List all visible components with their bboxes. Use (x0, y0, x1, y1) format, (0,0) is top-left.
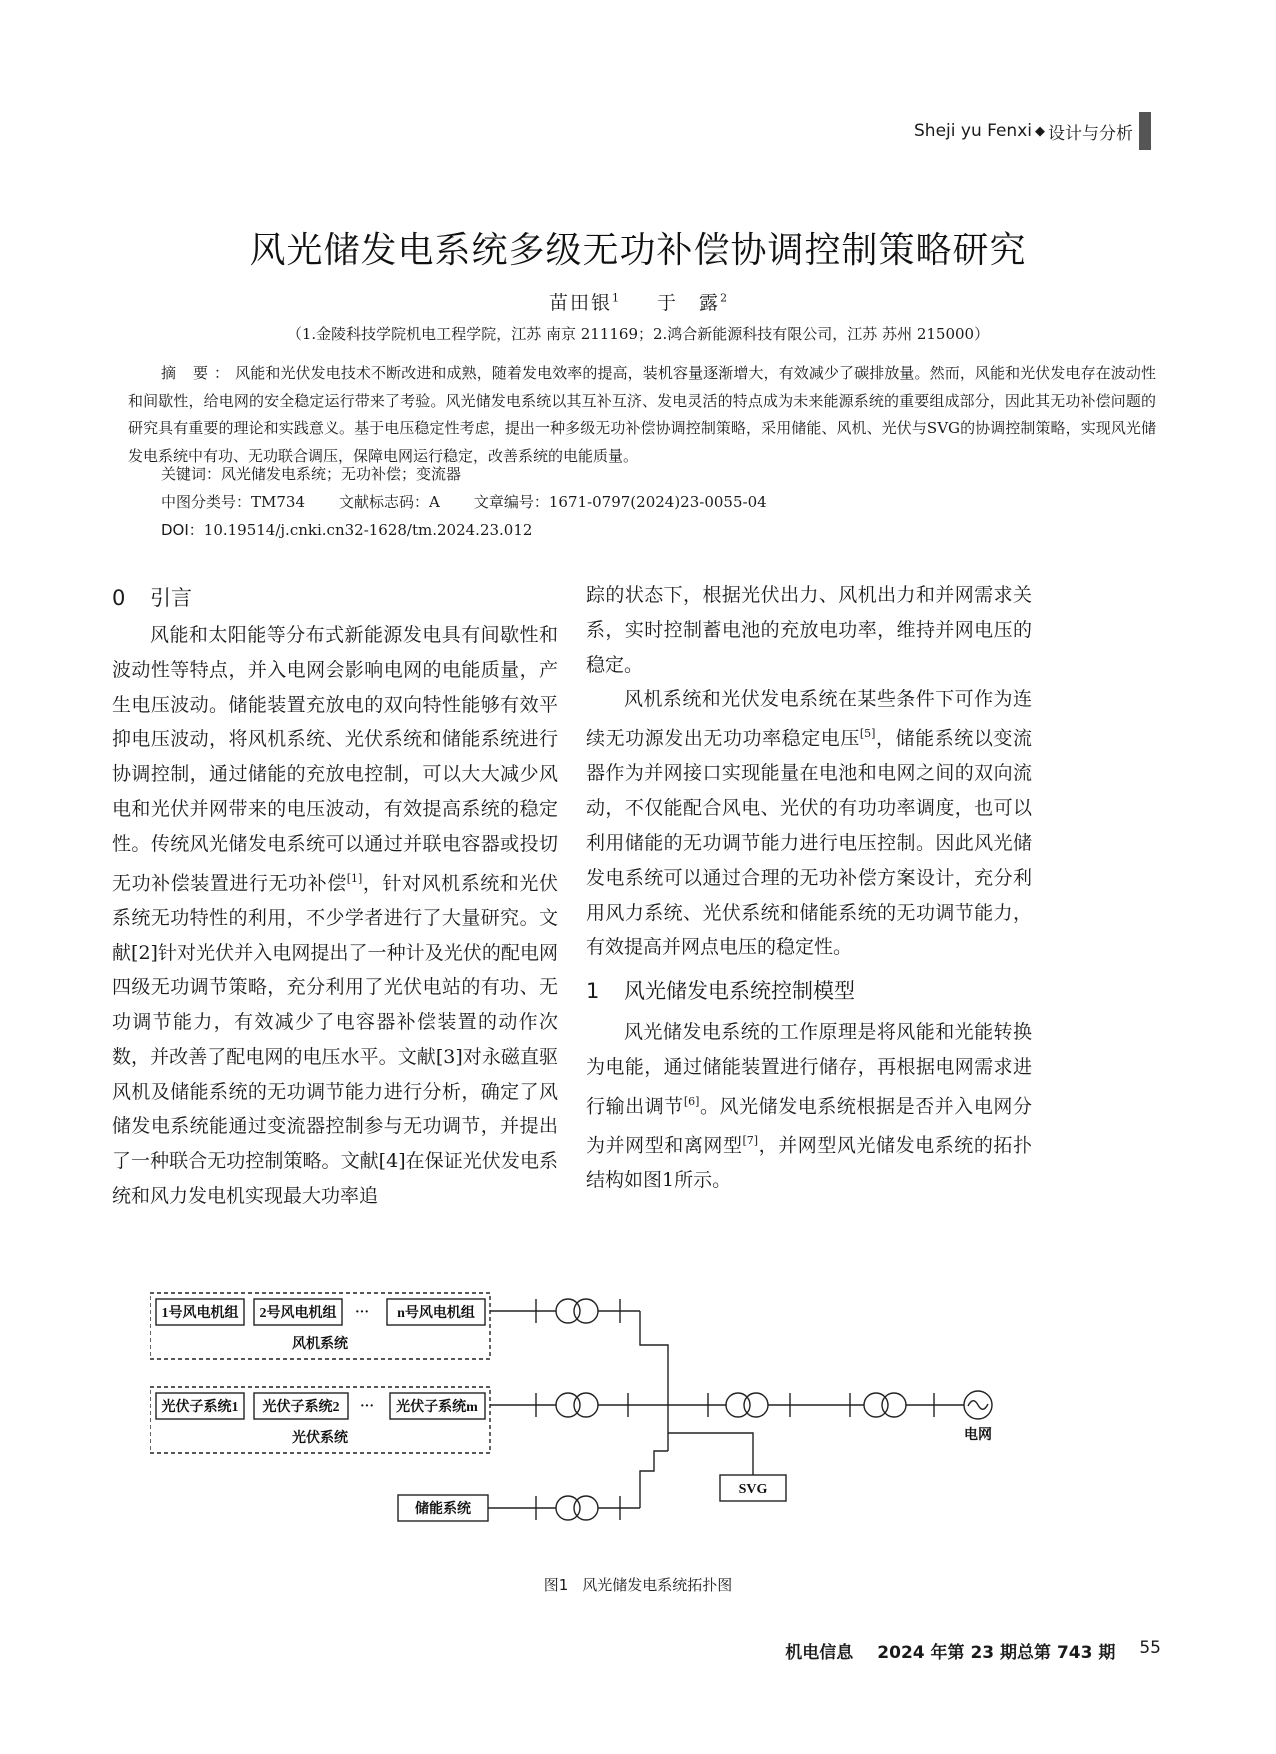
section-1-number: 1 (586, 979, 600, 1004)
citation-5: [5] (859, 727, 876, 741)
doc-code-value: A (429, 493, 440, 511)
doi-label: DOI： (161, 521, 204, 539)
section-1-title: 风光储发电系统控制模型 (624, 979, 855, 1004)
wind-ellipsis: ··· (354, 1305, 370, 1320)
paragraph-3 (586, 1015, 1032, 1198)
authors (0, 288, 1276, 315)
article-no-value: 1671-0797(2024)23-0055-04 (548, 493, 767, 511)
header-bar (1139, 112, 1151, 150)
intro-text-2: ，针对风机系统和光伏系统无功特性的利用，不少学者进行了大量研究。文献[2]针对光伏并入电网提出了一种计及光伏的配电网四级无功调节策略，充分利用了光伏电站的有功、无功调节能力，有效减少了电容器补偿装置的动作次数，并改善了配电网的电压水平。文献[3]对永磁直驱风机及储能系统的无功调节能力进行分析，确定了风储发电系统能通过变流器控制参与无功调节，并提出了一种联合无功控制策略。文献[4]在保证光伏发电系统和风力发电机实现最大功率追 (112, 871, 558, 1208)
doi-value: 10.19514/j.cnki.cn32-1628/tm.2024.23.012 (203, 521, 533, 539)
keywords-label: 关键词： (161, 465, 222, 483)
para2-text-2: ，储能系统以变流器作为并网接口实现能量在电池和电网之间的双向流动，不仅能配合风电、光伏的有功功率调度，也可以利用储能的无功调节能力进行电压控制。因此风光储发电系统可以通过合理的无功补偿方案设计，充分利用风力系统、光伏系统和储能系统的无功调节能力，有效提高并网点电压的稳定性。 (586, 727, 1032, 959)
pv-unit-2-label: 光伏子系统2 (262, 1400, 340, 1415)
author-2: 于 露 (657, 292, 721, 314)
citation-6: [6] (683, 1094, 700, 1108)
author-2-sup: 2 (720, 291, 728, 305)
footer-journal: 机电信息 (785, 1643, 854, 1663)
clc-value: TM734 (251, 493, 306, 511)
abstract-label: 摘 要： (161, 364, 236, 382)
running-header (914, 112, 1151, 150)
intro-continuation: 踪的状态下，根据光伏出力、风机出力和并网需求关系，实时控制蓄电池的充放电功率，维持并网电压的稳定。 (586, 584, 1032, 676)
keywords (161, 463, 461, 484)
header-separator: ◆ (1035, 123, 1045, 139)
para3-text-2: 。风光储发电系统根据是否并入电网分为并网型和离网型 (586, 1095, 1032, 1157)
author-1-sup: 1 (611, 291, 619, 305)
section-1-heading (586, 971, 1032, 1011)
para2-text-1: 风机系统和光伏发电系统在某些条件下可作为连续无功源发出无功功率稳定电压 (586, 688, 1032, 750)
para3-text-3: ，并网型风光储发电系统的拓扑结构如图1所示。 (586, 1134, 1032, 1191)
page-footer (785, 1638, 1161, 1663)
intro-text-1: 风能和太阳能等分布式新能源发电具有间歇性和波动性等特点，并入电网会影响电网的电能质量，产生电压波动。储能装置充放电的双向特性能够有效平抑电压波动，将风机系统、光伏系统和储能系统进行协调控制，通过储能的充放电控制，可以大大减少风电和光伏并网带来的电压波动，有效提高系统的稳定性。传统风光储发电系统可以通过并联电容器或投切无功补偿装置进行无功补偿 (112, 624, 558, 894)
figure-title: 风光储发电系统拓扑图 (582, 1576, 733, 1594)
grid-label: 电网 (964, 1428, 992, 1443)
citation-7: [7] (742, 1133, 759, 1147)
wind-feeder (490, 1299, 668, 1360)
section-0-heading (112, 578, 558, 618)
classification (161, 491, 767, 512)
abstract-text: 风能和光伏发电技术不断改进和成熟，随着发电效率的提高，装机容量逐渐增大，有效减少了碳排放量。然而，风能和光伏发电存在波动性和间歇性，给电网的安全稳定运行带来了考验。风光储发电系统以其互补互济、发电灵活的特点成为未来能源系统的重要组成部分，因此其无功补偿问题的研究具有重要的理论和实践意义。基于电压稳定性考虑，提出一种多级无功补偿协调控制策略，采用储能、风机、光伏与SVG的协调控制策略，实现风光储发电系统中有功、无功联合调压，保障电网运行稳定，改善系统的电能质量。 (128, 364, 1156, 465)
clc-label: 中图分类号： (161, 493, 252, 511)
pv-unit-m-label: 光伏子系统m (396, 1400, 478, 1415)
section-0-number: 0 (112, 586, 126, 610)
pv-unit-1-label: 光伏子系统1 (161, 1400, 239, 1415)
figure-caption (0, 1574, 1276, 1595)
abstract (128, 360, 1156, 470)
storage-label: 储能系统 (415, 1502, 471, 1517)
wind-unit-n-label: n号风电机组 (397, 1306, 475, 1321)
wind-system-label: 风机系统 (292, 1337, 348, 1352)
journal-name-en: Sheji yu Fenxi (914, 121, 1032, 141)
journal-section-cn: 设计与分析 (1048, 123, 1133, 144)
affiliation: （1.金陵科技学院机电工程学院，江苏 南京 211169；2.鸿合新能源科技有限公司，江苏 苏州 215000） (286, 325, 990, 343)
grid-line (668, 1393, 964, 1417)
pv-feeder (490, 1393, 668, 1417)
footer-issue: 2024 年第 23 期总第 743 期 (877, 1643, 1116, 1663)
paragraph-2 (586, 682, 1032, 965)
wind-unit-1-label: 1号风电机组 (161, 1306, 239, 1321)
author-1: 苗田银 (548, 292, 612, 314)
svg-connection (668, 1433, 753, 1475)
pv-system-label: 光伏系统 (292, 1431, 348, 1446)
left-column (112, 578, 558, 1214)
storage-feeder (488, 1451, 668, 1520)
topology-diagram (150, 1285, 1130, 1570)
doc-code-label: 文献标志码： (339, 493, 430, 511)
citation-1: [1] (346, 871, 363, 885)
sine-wave-icon (968, 1401, 988, 1410)
pv-ellipsis: ··· (359, 1399, 375, 1414)
intro-paragraph (112, 618, 558, 1214)
paper-title: 风光储发电系统多级无功补偿协调控制策略研究 (249, 230, 1027, 271)
doi (161, 519, 532, 540)
figure-number: 图1 (543, 1576, 569, 1594)
para3-text-1: 风光储发电系统的工作原理是将风能和光能转换为电能，通过储能装置进行储存，再根据电网需求进行输出调节 (586, 1021, 1032, 1118)
wind-unit-2-label: 2号风电机组 (259, 1306, 337, 1321)
right-column (586, 578, 1032, 1198)
svg-compensator-label: SVG (738, 1482, 768, 1497)
page-number: 55 (1139, 1638, 1161, 1658)
article-no-label: 文章编号： (473, 493, 549, 511)
section-0-title: 引言 (150, 586, 192, 610)
keywords-text: 风光储发电系统；无功补偿；变流器 (221, 465, 462, 483)
